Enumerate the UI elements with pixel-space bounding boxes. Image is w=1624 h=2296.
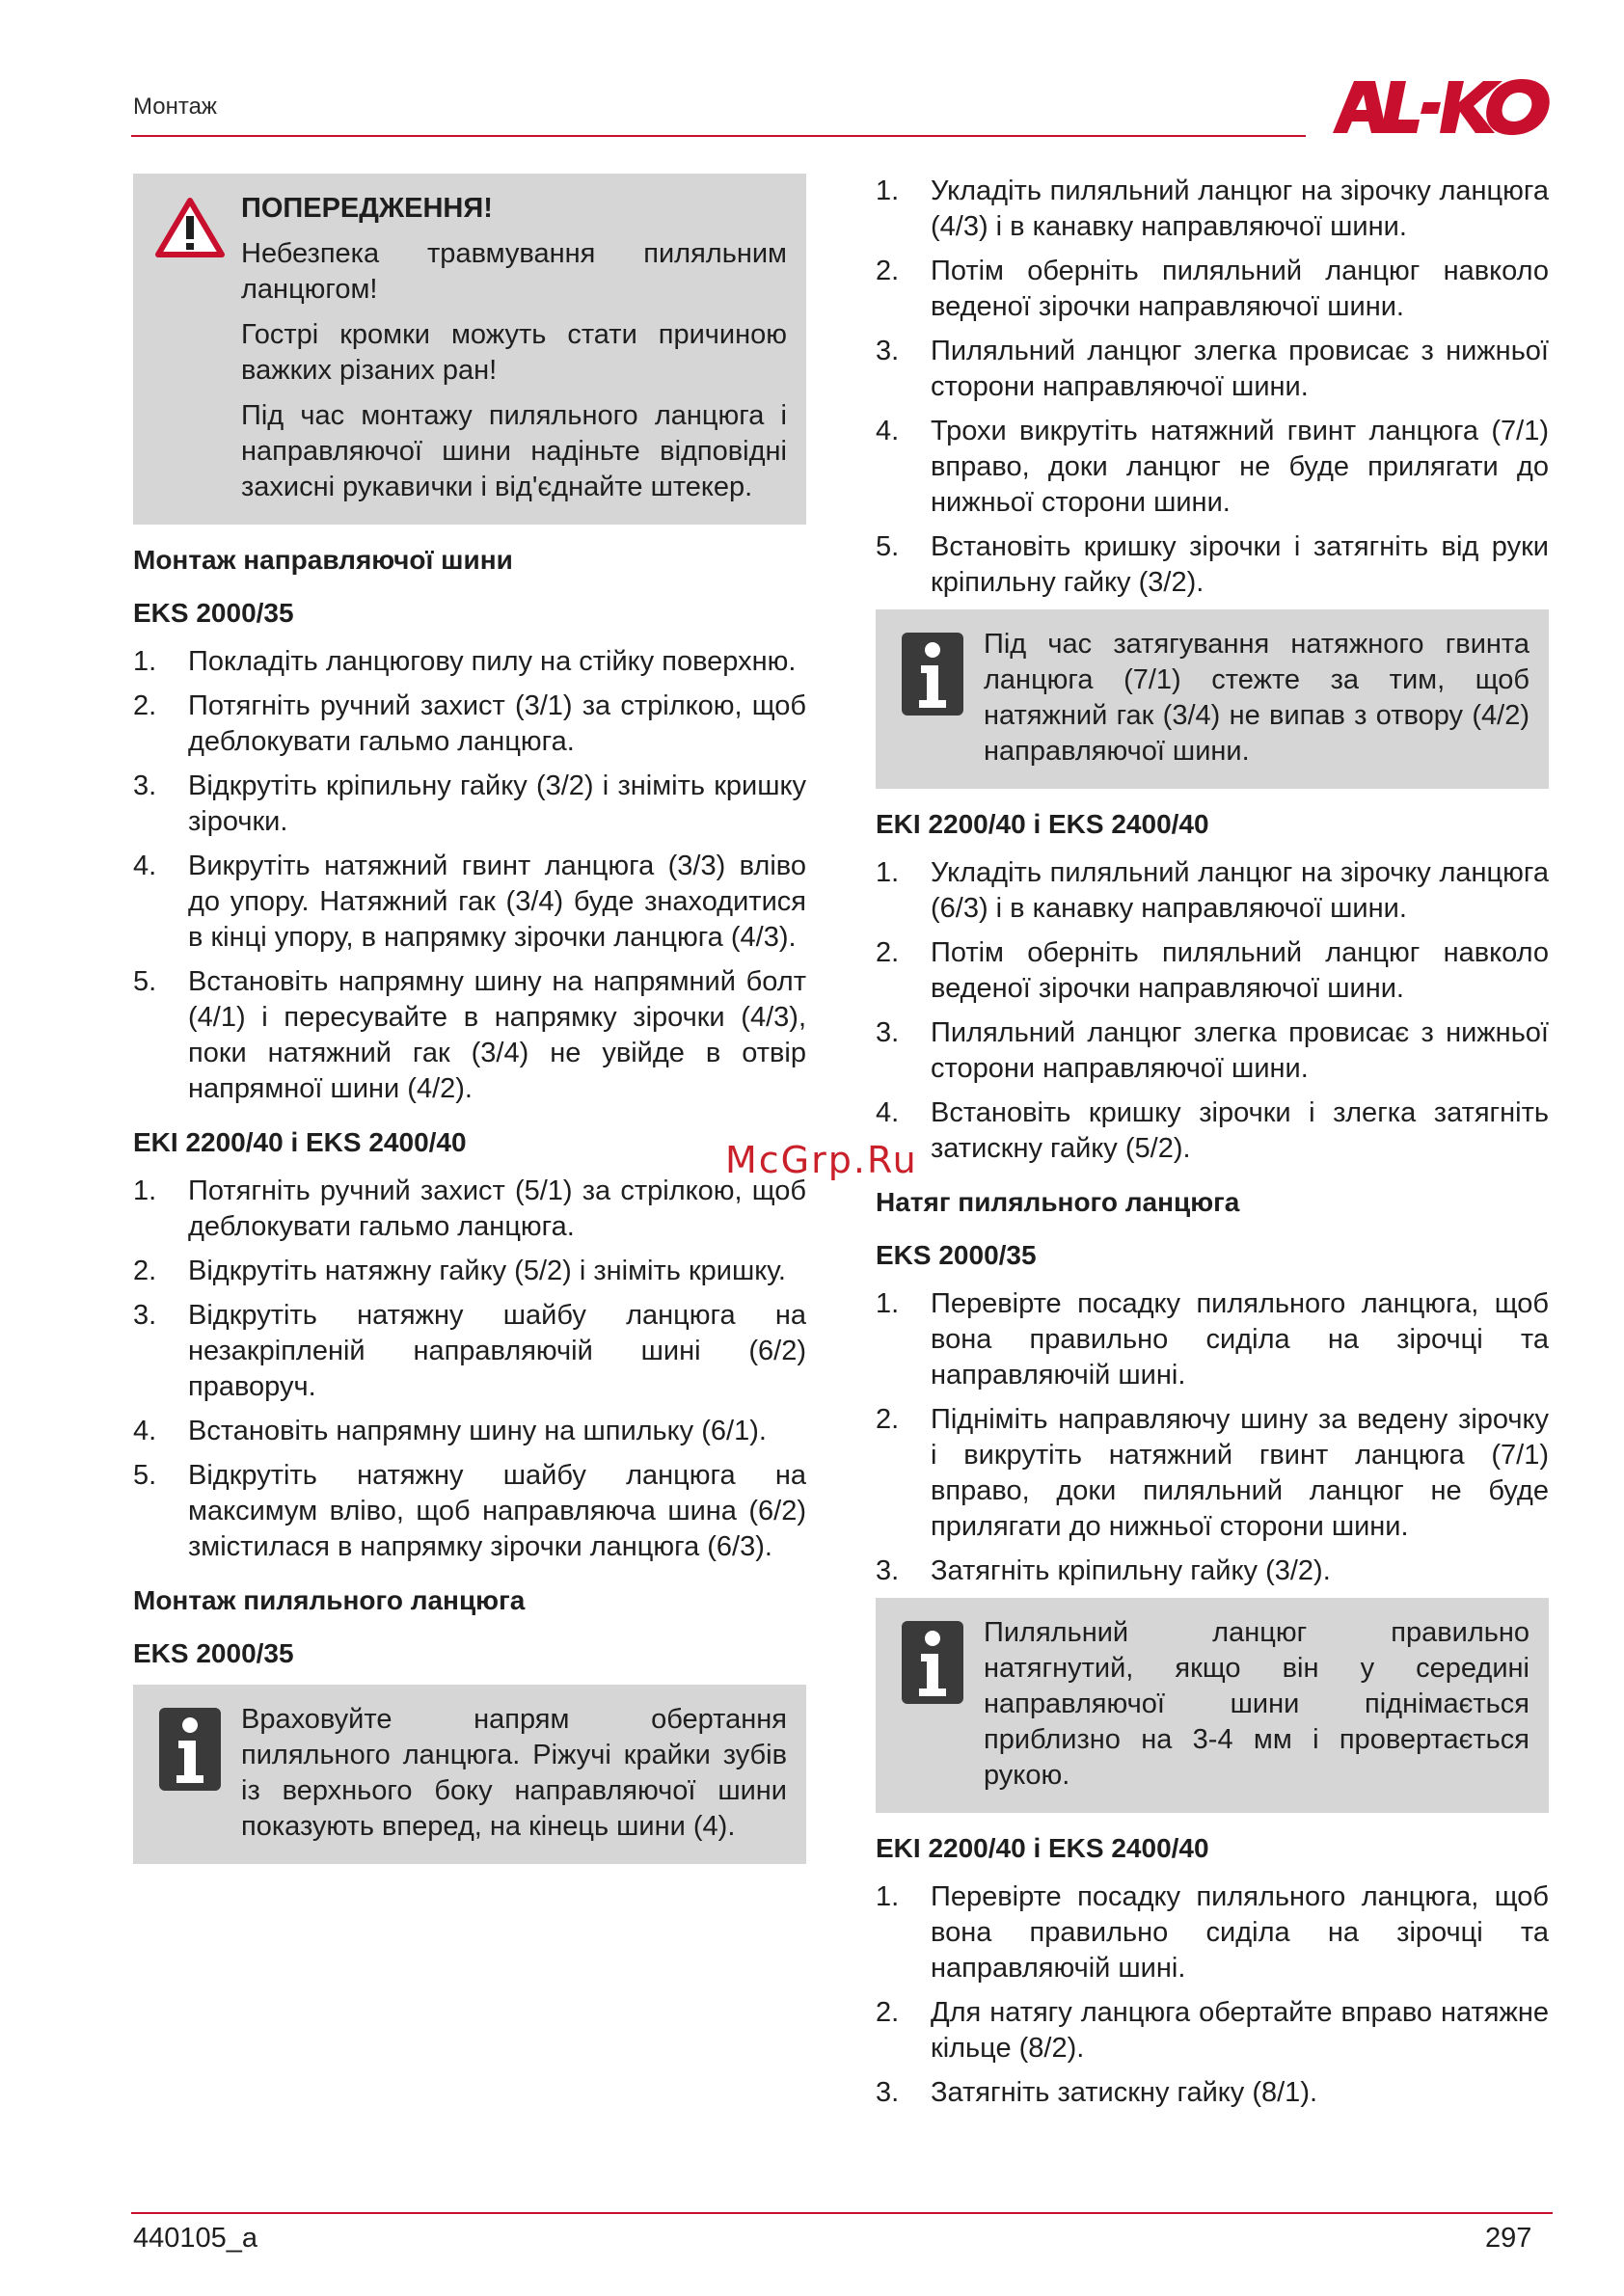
steps-list [133, 644, 806, 1107]
list-item: 1. Укладіть пиляльний ланцюг на зірочку ланцюга (4/3) і в канавку направляючої шини. [876, 176, 1549, 242]
list-item: 5. Встановіть кришку зірочки і затягніть від руки кріпильну гайку (3/2). [876, 531, 1549, 598]
alko-logo [1329, 73, 1553, 141]
section-heading: Натяг пиляльного ланцюга [876, 1187, 1240, 1217]
list-item: 4. Встановіть кришку зірочки і злегка затягніть затискну гайку (5/2). [876, 1097, 1549, 1164]
warning-title: ПОПЕРЕДЖЕННЯ! [241, 193, 493, 224]
page-number: 297 [1485, 2223, 1532, 2254]
right-column [876, 174, 1549, 2120]
list-item: 3. Затягніть кріпильну гайку (3/2). [876, 1555, 1331, 1586]
warning-triangle-icon [147, 191, 233, 505]
list-item: 1. Перевірте посадку пиляльного ланцюга, щоб вона правильно сиділа на зірочці та направляючій шині. [876, 1881, 1549, 1984]
list-item: 3. Затягніть затискну гайку (8/1). [876, 2077, 1318, 2108]
steps-list [876, 174, 1549, 601]
warning-text: Небезпека травмування пиляльним ланцюгом! [241, 238, 787, 305]
section-heading: Монтаж пиляльного ланцюга [133, 1585, 526, 1615]
list-item: 1. Покладіть ланцюгову пилу на стійку поверхню. [133, 646, 797, 677]
steps-list [876, 855, 1549, 1167]
list-item: 3. Пиляльний ланцюг злегка провисає з нижньої сторони направляючої шини. [876, 1017, 1549, 1084]
document-id: 440105_a [133, 2223, 258, 2254]
list-item: 1. Укладіть пиляльний ланцюг на зірочку ланцюга (6/3) і в канавку направляючої шини. [876, 857, 1549, 924]
list-item: 2. Потім оберніть пиляльний ланцюг навколо веденої зірочки направляючої шини. [876, 937, 1549, 1004]
steps-list [133, 1174, 806, 1565]
header-section-title: Монтаж [133, 94, 217, 120]
list-item: 5. Встановіть напрямну шину на напрямний болт (4/1) і пересувайте в напрямку зірочки (4/3), поки натяжний гак (3/4) не увійде в отвір напрямної шини (4/2). [133, 966, 806, 1104]
section-heading: Монтаж направляючої шини [133, 545, 513, 575]
list-item: 4. Викрутіть натяжний гвинт ланцюга (3/3) вліво до упору. Натяжний гак (3/4) буде знаходитися в кінці упору, в напрямку зірочки ланцюга (4/3). [133, 851, 806, 953]
list-item: 2. Відкрутіть натяжну гайку (5/2) і зніміть кришку. [133, 1256, 786, 1286]
info-icon [889, 627, 976, 770]
list-item: 1. Потягніть ручний захист (5/1) за стрілкою, щоб деблокувати гальмо ланцюга. [133, 1175, 806, 1242]
list-item: 2. Потім оберніть пиляльний ланцюг навколо веденої зірочки направляючої шини. [876, 256, 1549, 322]
list-item: 3. Відкрутіть кріпильну гайку (3/2) і зніміть кришку зірочки. [133, 770, 806, 837]
list-item: 2. Потягніть ручний захист (3/1) за стрілкою, щоб деблокувати гальмо ланцюга. [133, 690, 806, 757]
footer-rule [131, 2212, 1553, 2214]
info-box [133, 1685, 806, 1864]
list-item: 4. Трохи викрутіть натяжний гвинт ланцюга (7/1) вправо, доки ланцюг не буде прилягати до нижньої сторони шини. [876, 416, 1549, 518]
header-rule [131, 135, 1306, 137]
list-item: 3. Пиляльний ланцюг злегка провисає з нижньої сторони направляючої шини. [876, 336, 1549, 402]
model-heading: EKI 2200/40 і EKS 2400/40 [876, 1833, 1209, 1863]
model-heading: EKI 2200/40 і EKS 2400/40 [876, 809, 1209, 839]
left-column [133, 174, 806, 1874]
info-box [876, 1598, 1549, 1813]
warning-text: Гострі кромки можуть стати причиною важких різаних ран! [241, 319, 787, 386]
model-heading: EKS 2000/35 [133, 598, 294, 628]
info-box [876, 609, 1549, 789]
model-heading: EKS 2000/35 [133, 1638, 294, 1668]
warning-text: Під час монтажу пиляльного ланцюга і направляючої шини надіньте відповідні захисні рукавички і від'єднайте штекер. [241, 400, 787, 502]
info-icon [147, 1702, 233, 1845]
info-text: Пиляльний ланцюг правильно натягнутий, якщо він у середині направляючої шини піднімається приблизно на 3-4 мм і провертається рукою. [984, 1617, 1529, 1791]
list-item: 2. Підніміть направляючу шину за ведену зірочку і викрутіть натяжний гвинт ланцюга (7/1) вправо, доки пиляльний ланцюг не буде прилягати до нижньої сторони шини. [876, 1404, 1549, 1542]
list-item: 4. Встановіть напрямну шину на шпильку (6/1). [133, 1416, 767, 1446]
warning-box [133, 174, 806, 525]
list-item: 2. Для натягу ланцюга обертайте вправо натяжне кільце (8/2). [876, 1997, 1549, 2064]
list-item: 3. Відкрутіть натяжну шайбу ланцюга на незакріпленій направляючій шині (6/2) праворуч. [133, 1300, 806, 1402]
steps-list [876, 1879, 1549, 2111]
info-icon [889, 1615, 976, 1794]
watermark: McGrp.Ru [725, 1139, 918, 1181]
list-item: 5. Відкрутіть натяжну шайбу ланцюга на максимум вліво, щоб направляюча шина (6/2) змістилася в напрямку зірочки ланцюга (6/3). [133, 1460, 806, 1562]
info-text: Під час затягування натяжного гвинта ланцюга (7/1) стежте за тим, щоб натяжний гак (3/4) не випав з отвору (4/2) направляючої шини. [984, 629, 1529, 767]
model-heading: EKI 2200/40 і EKS 2400/40 [133, 1127, 467, 1157]
info-text: Враховуйте напрям обертання пиляльного ланцюга. Ріжучі крайки зубів із верхнього боку направляючої шини показують вперед, на кінець шини (4). [241, 1704, 787, 1842]
list-item: 1. Перевірте посадку пиляльного ланцюга, щоб вона правильно сиділа на зірочці та направляючій шині. [876, 1288, 1549, 1391]
steps-list [876, 1286, 1549, 1589]
model-heading: EKS 2000/35 [876, 1240, 1037, 1270]
